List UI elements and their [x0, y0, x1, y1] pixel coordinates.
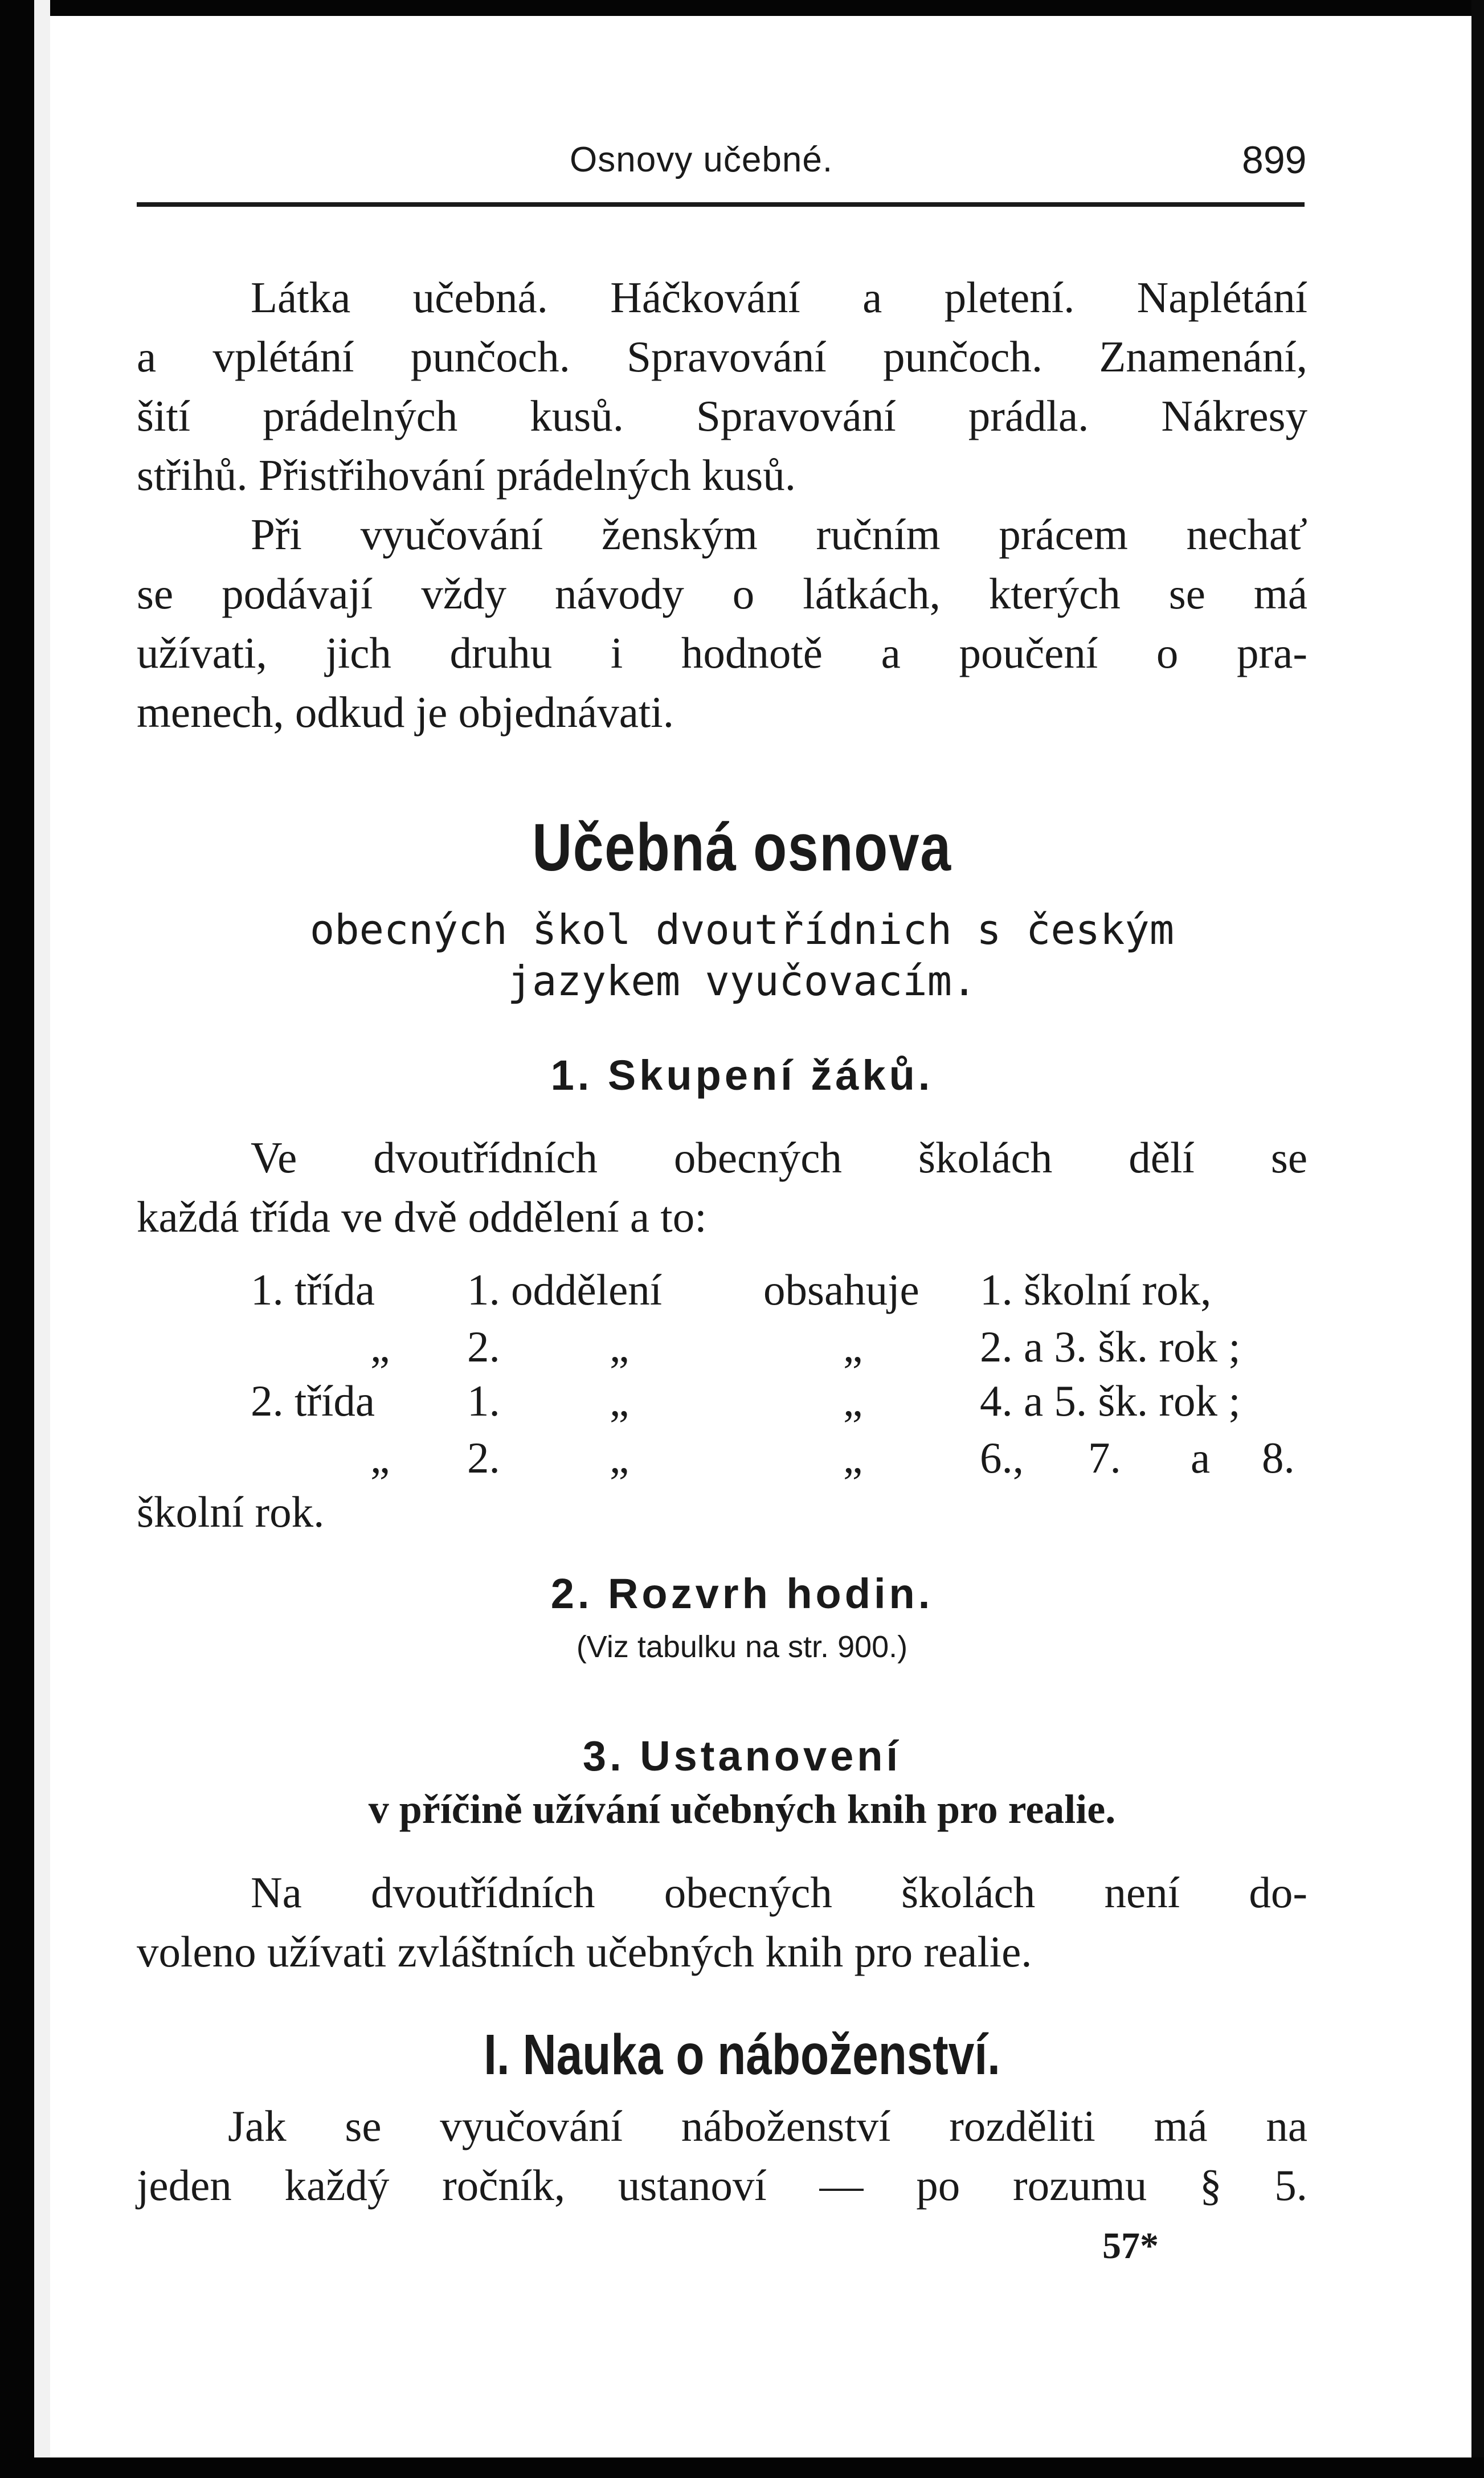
text-line: a vplétání punčoch. Spravování punčoch. Znamenání,: [137, 332, 1307, 381]
subject-heading: I. Nauka o náboženství.: [484, 2023, 1000, 2087]
curriculum-subtitle-line2: jazykem vyučovacím.: [507, 957, 977, 1005]
scan-border-top: [0, 0, 1484, 16]
scan-border-bottom: [0, 2457, 1484, 2478]
table-cell: „: [843, 1433, 863, 1482]
text-line: Látka učebná. Háčkování a pletení. Naplétání: [251, 273, 1307, 322]
header-rule: [137, 202, 1305, 207]
table-cell: 8.: [1262, 1433, 1295, 1482]
text-line: Jak se vyučování náboženství rozděliti má na: [228, 2101, 1307, 2150]
section3-paragraph: [137, 1863, 1307, 1981]
text-line: se podávají vždy návody o látkách, kterých se má: [137, 569, 1307, 618]
table-cell: školní rok.: [137, 1487, 325, 1536]
intro-paragraph-2: [137, 505, 1307, 742]
scan-border-right: [1471, 0, 1484, 2478]
table-cell: obsahuje: [763, 1265, 919, 1314]
table-cell: 2.: [467, 1433, 500, 1482]
table-cell: 2. a 3. šk. rok ;: [980, 1322, 1241, 1371]
text-line: každá třída ve dvě oddělení a to:: [137, 1192, 707, 1241]
table-cell: 1.: [467, 1376, 500, 1425]
table-cell: „: [610, 1433, 629, 1482]
section1-paragraph: [137, 1128, 1307, 1246]
curriculum-subtitle-line1: obecných škol dvoutřídnich s českým: [309, 906, 1175, 954]
text-line: střihů. Přistřihování prádelných kusů.: [137, 451, 796, 500]
table-cell: „: [610, 1322, 629, 1371]
intro-paragraph: [137, 268, 1307, 505]
running-header-title: Osnovy učebné.: [570, 140, 833, 179]
text-line: jeden každý ročník, ustanoví — po rozumu § 5.: [137, 2161, 1307, 2210]
table-cell: 4. a 5. šk. rok ;: [980, 1376, 1241, 1425]
table-cell: a: [1191, 1433, 1211, 1482]
signature-mark: 57*: [1102, 2225, 1159, 2267]
text-line: šití prádelných kusů. Spravování prádla. Nákresy: [137, 391, 1307, 440]
table-cell: „: [370, 1322, 390, 1371]
table-cell: 1. školní rok,: [980, 1265, 1212, 1314]
table-cell: „: [610, 1376, 629, 1425]
text-line: voleno užívati zvláštních učebných knih pro realie.: [137, 1927, 1032, 1976]
text-line: Na dvoutřídních obecných školách není do-: [251, 1868, 1307, 1917]
table-cell: 1. třída: [251, 1265, 375, 1314]
table-cell: 2. třída: [251, 1376, 375, 1425]
curriculum-title: Učebná osnova: [532, 810, 952, 885]
section3-heading-line2: v příčině užívání učebných knih pro realie.: [368, 1786, 1116, 1832]
section-heading-1: 1. Skupení žáků.: [550, 1052, 934, 1099]
table-cell: 6.,: [980, 1433, 1024, 1482]
section2-note: (Viz tabulku na str. 900.): [576, 1630, 908, 1664]
scan-border-left-inner: [34, 0, 50, 2478]
section-heading-3: 3. Ustanovení: [582, 1732, 902, 1780]
subject-paragraph: [137, 2096, 1307, 2215]
text-line: menech, odkud je objednávati.: [137, 688, 674, 737]
page-number: 899: [1242, 138, 1307, 182]
table-cell: „: [843, 1322, 863, 1371]
table-cell: „: [843, 1376, 863, 1425]
table-cell: 2.: [467, 1322, 500, 1371]
text-line: Ve dvoutřídních obecných školách dělí se: [251, 1133, 1307, 1182]
table-cell: 7.: [1088, 1433, 1121, 1482]
text-line: Při vyučování ženským ručním prácem nechať: [251, 510, 1307, 559]
scan-border-left: [0, 0, 34, 2478]
table-cell: „: [370, 1433, 390, 1482]
table-cell: 1. oddělení: [467, 1265, 663, 1314]
text-line: užívati, jich druhu i hodnotě a poučení o pra-: [137, 628, 1307, 677]
section-heading-2: 2. Rozvrh hodin.: [550, 1570, 934, 1617]
